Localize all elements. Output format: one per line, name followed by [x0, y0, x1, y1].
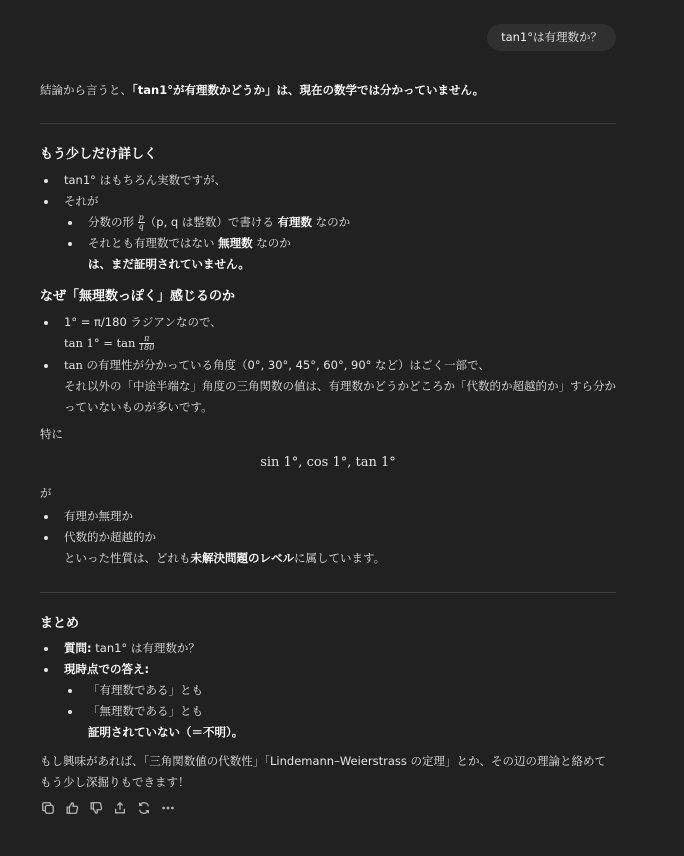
list-item	[40, 527, 616, 548]
bold-term: 有理数	[277, 215, 313, 229]
fraction-numerator: π	[139, 335, 154, 344]
continuation-text	[40, 548, 616, 569]
list-item	[40, 659, 616, 680]
list-item-text: 代数的か超越的か	[64, 530, 156, 544]
list-item-text: tan1° は有理数か？	[91, 641, 200, 655]
thumbs-down-button[interactable]	[88, 800, 104, 816]
list-item	[40, 170, 616, 191]
bold-term: 現時点での答え:	[64, 662, 150, 676]
text: に属しています。	[294, 551, 386, 565]
user-message-bubble: tan1°は有理数か？	[487, 24, 616, 51]
sub-list-item	[40, 701, 616, 722]
list-item-text: それが	[64, 194, 99, 208]
paragraph: 特に	[40, 427, 63, 441]
answer-lead	[40, 82, 616, 99]
share-icon	[113, 801, 127, 815]
more-options-button[interactable]	[160, 800, 176, 816]
list-item	[40, 638, 616, 659]
fraction-denominator: q	[138, 222, 144, 231]
fraction-numerator: p	[138, 213, 144, 222]
section-details	[40, 170, 616, 275]
section-why	[40, 312, 616, 569]
section-summary	[40, 638, 616, 793]
thumbs-up-button[interactable]	[64, 800, 80, 816]
list-item	[40, 312, 616, 333]
bold-term: 質問:	[64, 641, 92, 655]
divider	[40, 123, 616, 124]
sub-list-item	[40, 680, 616, 701]
share-button[interactable]	[112, 800, 128, 816]
bold-term: 無理数	[218, 236, 253, 250]
continuation-text: 証明されていない（＝不明）。	[88, 725, 244, 739]
more-icon	[161, 801, 175, 815]
list-item-text: それとも有理数ではない	[88, 236, 219, 250]
section-title-summary: まとめ	[40, 616, 80, 631]
list-item-text: 「有理数である」とも	[88, 683, 203, 697]
list-item-text: 「無理数である」とも	[88, 704, 203, 718]
copy-button[interactable]	[40, 800, 56, 816]
display-math: sin 1°, cos 1°, tan 1°	[260, 455, 396, 470]
continuation-text: それ以外の「中途半端な」角度の三角関数の値は、有理数かどうかどころか「代数的か超越的か」すら分かっていないものが多いです。	[64, 379, 616, 414]
refresh-icon	[137, 801, 151, 815]
math-expression: tan	[64, 358, 83, 372]
list-item-text: なのか	[312, 215, 351, 229]
section-title-details: もう少しだけ詳しく	[40, 147, 158, 162]
fraction-pi-over-180	[139, 335, 154, 352]
list-item-text: 分数の形	[88, 215, 138, 229]
thumbs-up-icon	[65, 801, 79, 815]
paragraph: が	[40, 486, 52, 500]
list-item-text: tan1° はもちろん実数ですが、	[64, 173, 227, 187]
list-item-text: 1° = π/180 ラジアンなので、	[64, 315, 222, 329]
math-expression: tan 1° = tan	[64, 336, 140, 350]
fraction-p-over-q	[138, 214, 145, 231]
regenerate-button[interactable]	[136, 800, 152, 816]
section-title-why: なぜ「無理数っぽく」感じるのか	[40, 289, 236, 304]
text: といった性質は、どれも	[64, 551, 191, 565]
continuation-text: は、まだ証明されていません。	[88, 257, 250, 271]
divider	[40, 592, 616, 593]
lead-text: 結論から言うと、	[40, 83, 132, 97]
bold-term: 未解決問題のレベル	[190, 551, 294, 565]
list-item	[40, 355, 616, 376]
closing-paragraph: もし興味があれば、「三角関数値の代数性」「Lindemann–Weierstrass の定理」とか、その辺の理論と絡めてもう少し深掘りもできます！	[40, 754, 607, 789]
list-item	[40, 191, 616, 212]
lead-bold-text: 「tan1°が有理数かどうか」は、現在の数学では分かっていません。	[132, 83, 485, 97]
sub-list-item	[40, 212, 616, 233]
sub-list-item	[40, 233, 616, 254]
list-item-text: なのか	[252, 236, 291, 250]
list-item-text: の有理性が分かっている角度（0°, 30°, 45°, 60°, 90° など）はごく一部で、	[82, 358, 490, 372]
copy-icon	[41, 801, 55, 815]
message-actions	[40, 800, 176, 816]
thumbs-down-icon	[89, 801, 103, 815]
list-item-text: 有理か無理か	[64, 509, 133, 523]
list-item-text: （p, q は整数）で書ける	[144, 215, 278, 229]
fraction-denominator: 180	[139, 343, 155, 352]
math-line	[40, 333, 616, 355]
list-item	[40, 506, 616, 527]
